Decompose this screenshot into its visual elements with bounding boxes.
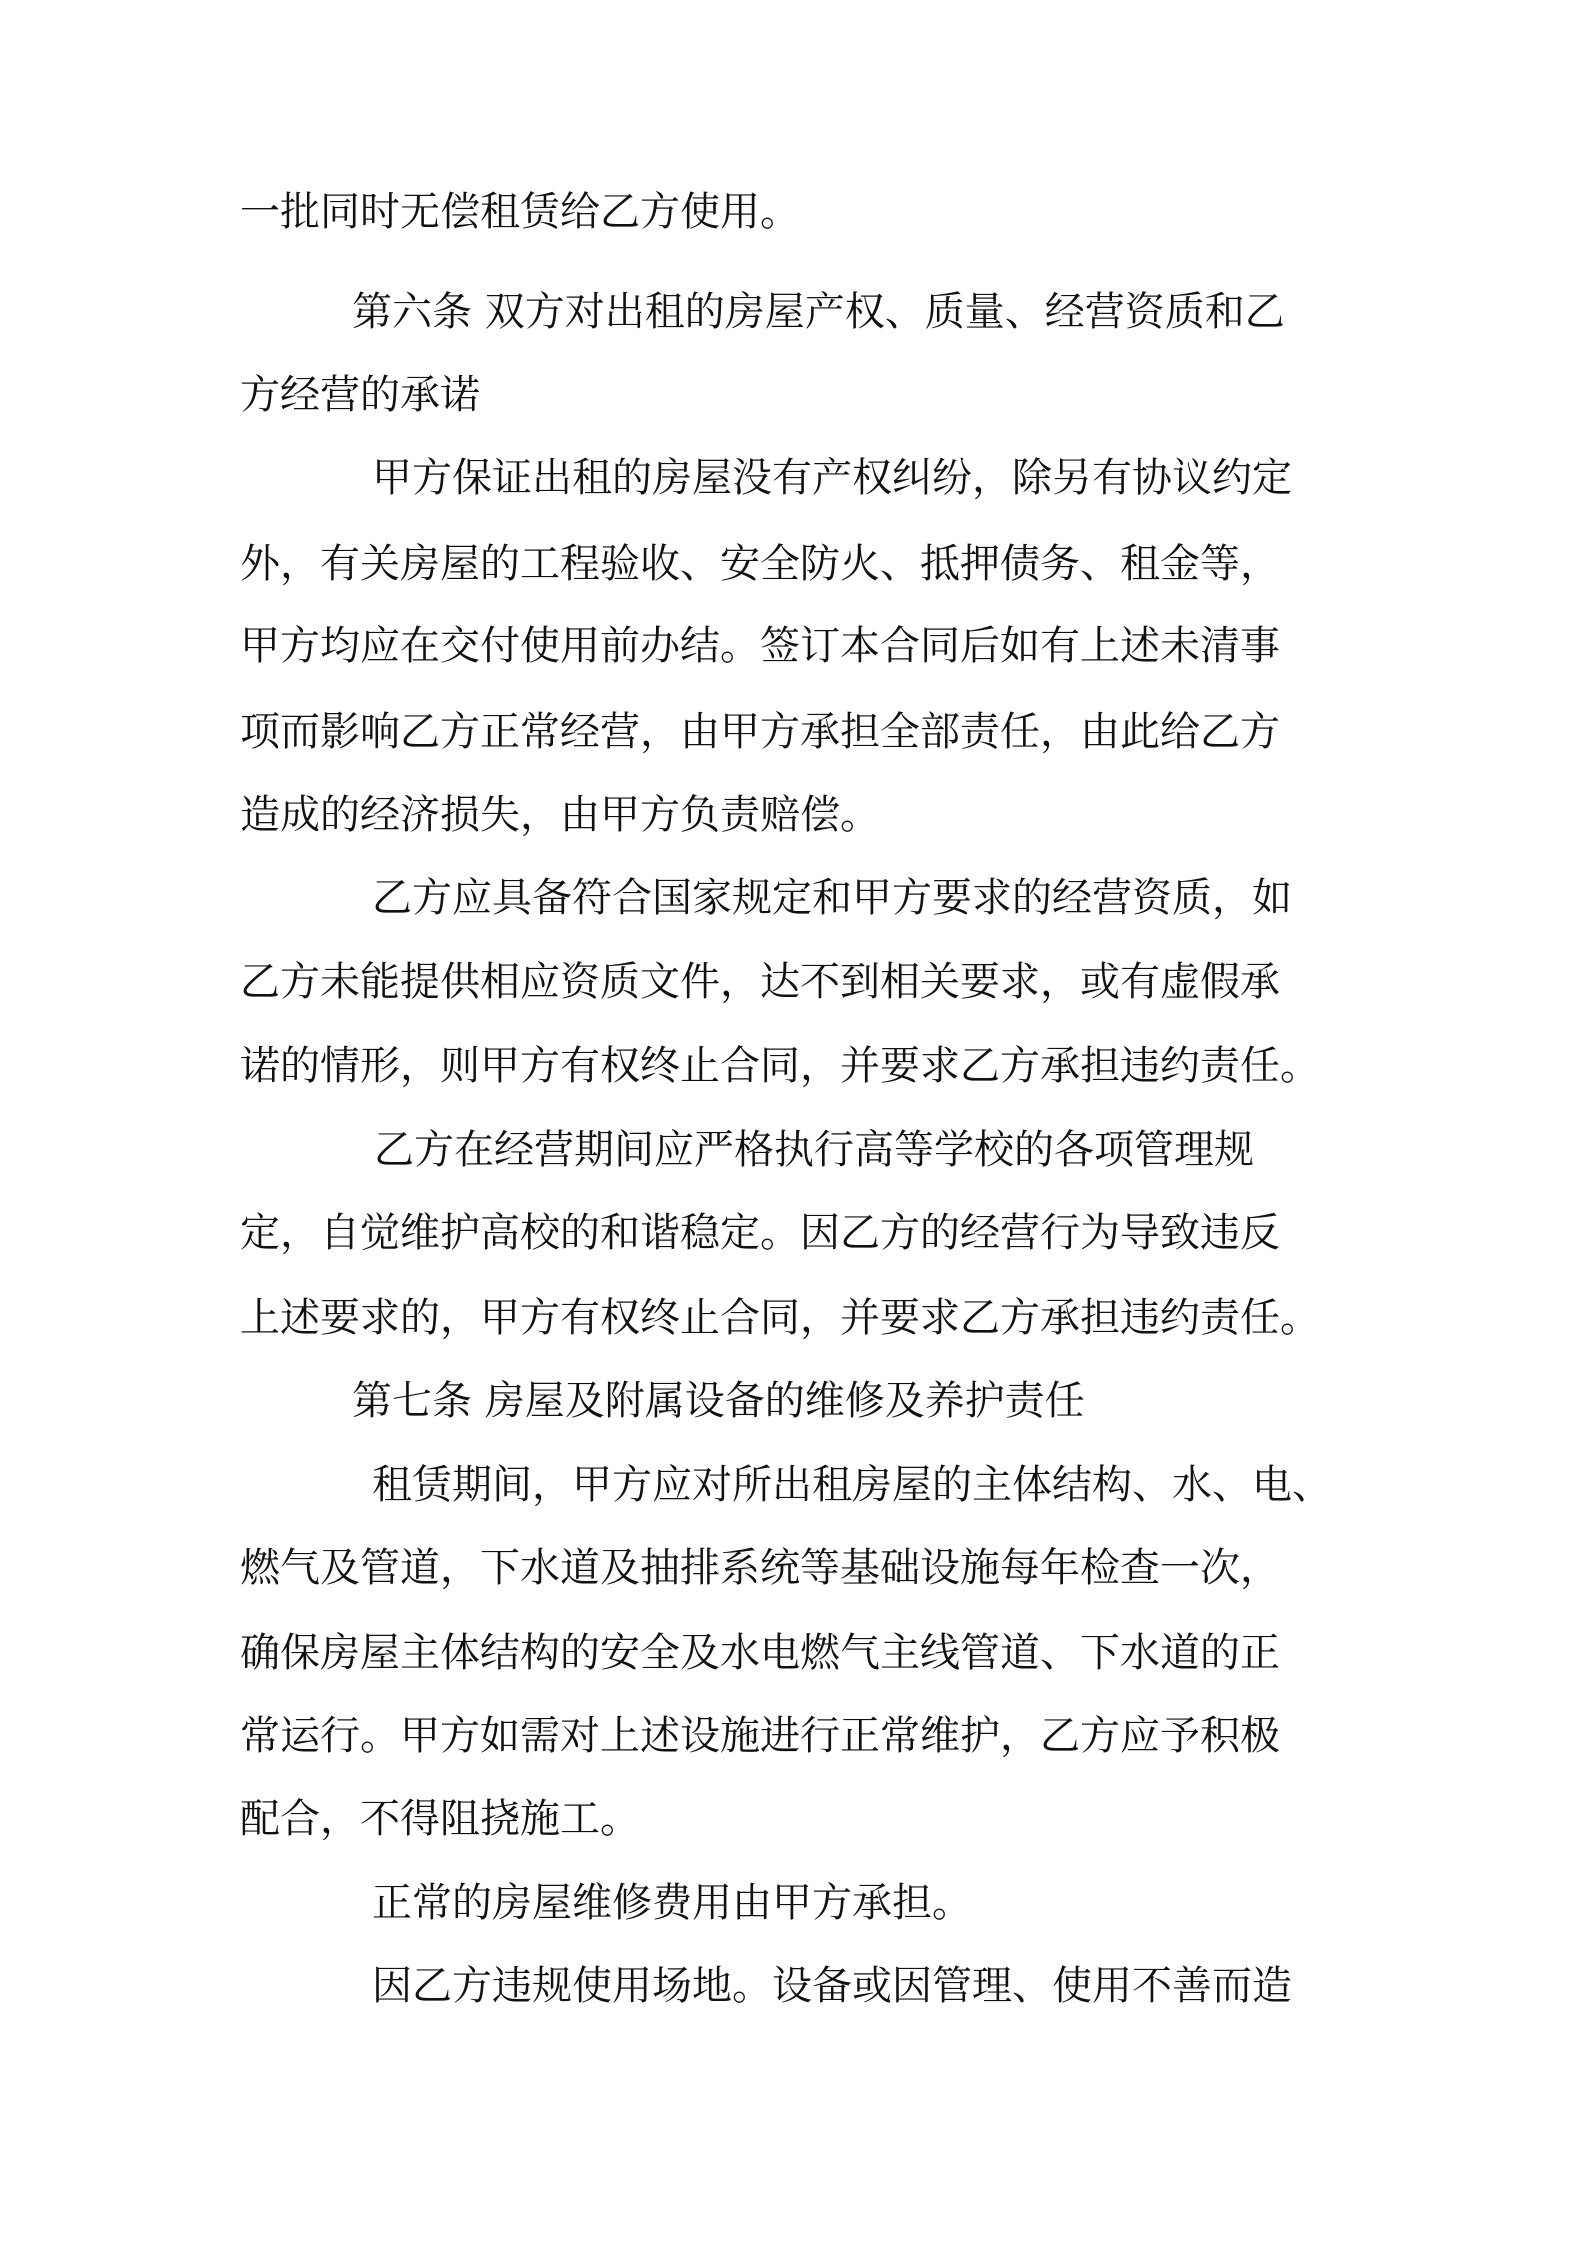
- text-line: 常运行。甲方如需对上述设施进行正常维护，乙方应予积极: [240, 1713, 1280, 1759]
- text-line: 甲方均应在交付使用前办结。签订本合同后如有上述未清事: [240, 623, 1280, 669]
- text-line: 上述要求的，甲方有权终止合同，并要求乙方承担违约责任。: [240, 1295, 1320, 1341]
- text-line: 一批同时无偿租赁给乙方使用。: [240, 189, 800, 235]
- text-line: 租赁期间，甲方应对所出租房屋的主体结构、水、电、: [372, 1462, 1332, 1508]
- text-line: 配合，不得阻挠施工。: [240, 1796, 640, 1842]
- text-line: 因乙方违规使用场地。设备或因管理、使用不善而造: [372, 1963, 1292, 2009]
- text-line: 燃气及管道，下水道及抽排系统等基础设施每年检查一次，: [240, 1545, 1280, 1591]
- text-line: 定，自觉维护高校的和谐稳定。因乙方的经营行为导致违反: [240, 1210, 1280, 1256]
- text-line: 乙方应具备符合国家规定和甲方要求的经营资质，如: [372, 875, 1292, 921]
- text-line: 乙方在经营期间应严格执行高等学校的各项管理规: [374, 1127, 1254, 1173]
- text-line: 乙方未能提供相应资质文件，达不到相关要求，或有虚假承: [240, 959, 1280, 1005]
- text-line: 方经营的承诺: [240, 372, 480, 418]
- article-heading: 第七条 房屋及附属设备的维修及养护责任: [352, 1378, 1085, 1424]
- text-line: 项而影响乙方正常经营，由甲方承担全部责任，由此给乙方: [240, 709, 1280, 755]
- text-line: 诺的情形，则甲方有权终止合同，并要求乙方承担违约责任。: [240, 1043, 1320, 1089]
- text-line: 外，有关房屋的工程验收、安全防火、抵押债务、租金等，: [240, 541, 1280, 587]
- text-line: 正常的房屋维修费用由甲方承担。: [372, 1880, 972, 1926]
- article-heading: 第六条 双方对出租的房屋产权、质量、经营资质和乙: [352, 289, 1285, 335]
- text-line: 造成的经济损失，由甲方负责赔偿。: [240, 792, 880, 838]
- text-line: 确保房屋主体结构的安全及水电燃气主线管道、下水道的正: [240, 1630, 1280, 1676]
- text-line: 甲方保证出租的房屋没有产权纠纷，除另有协议约定: [372, 455, 1292, 501]
